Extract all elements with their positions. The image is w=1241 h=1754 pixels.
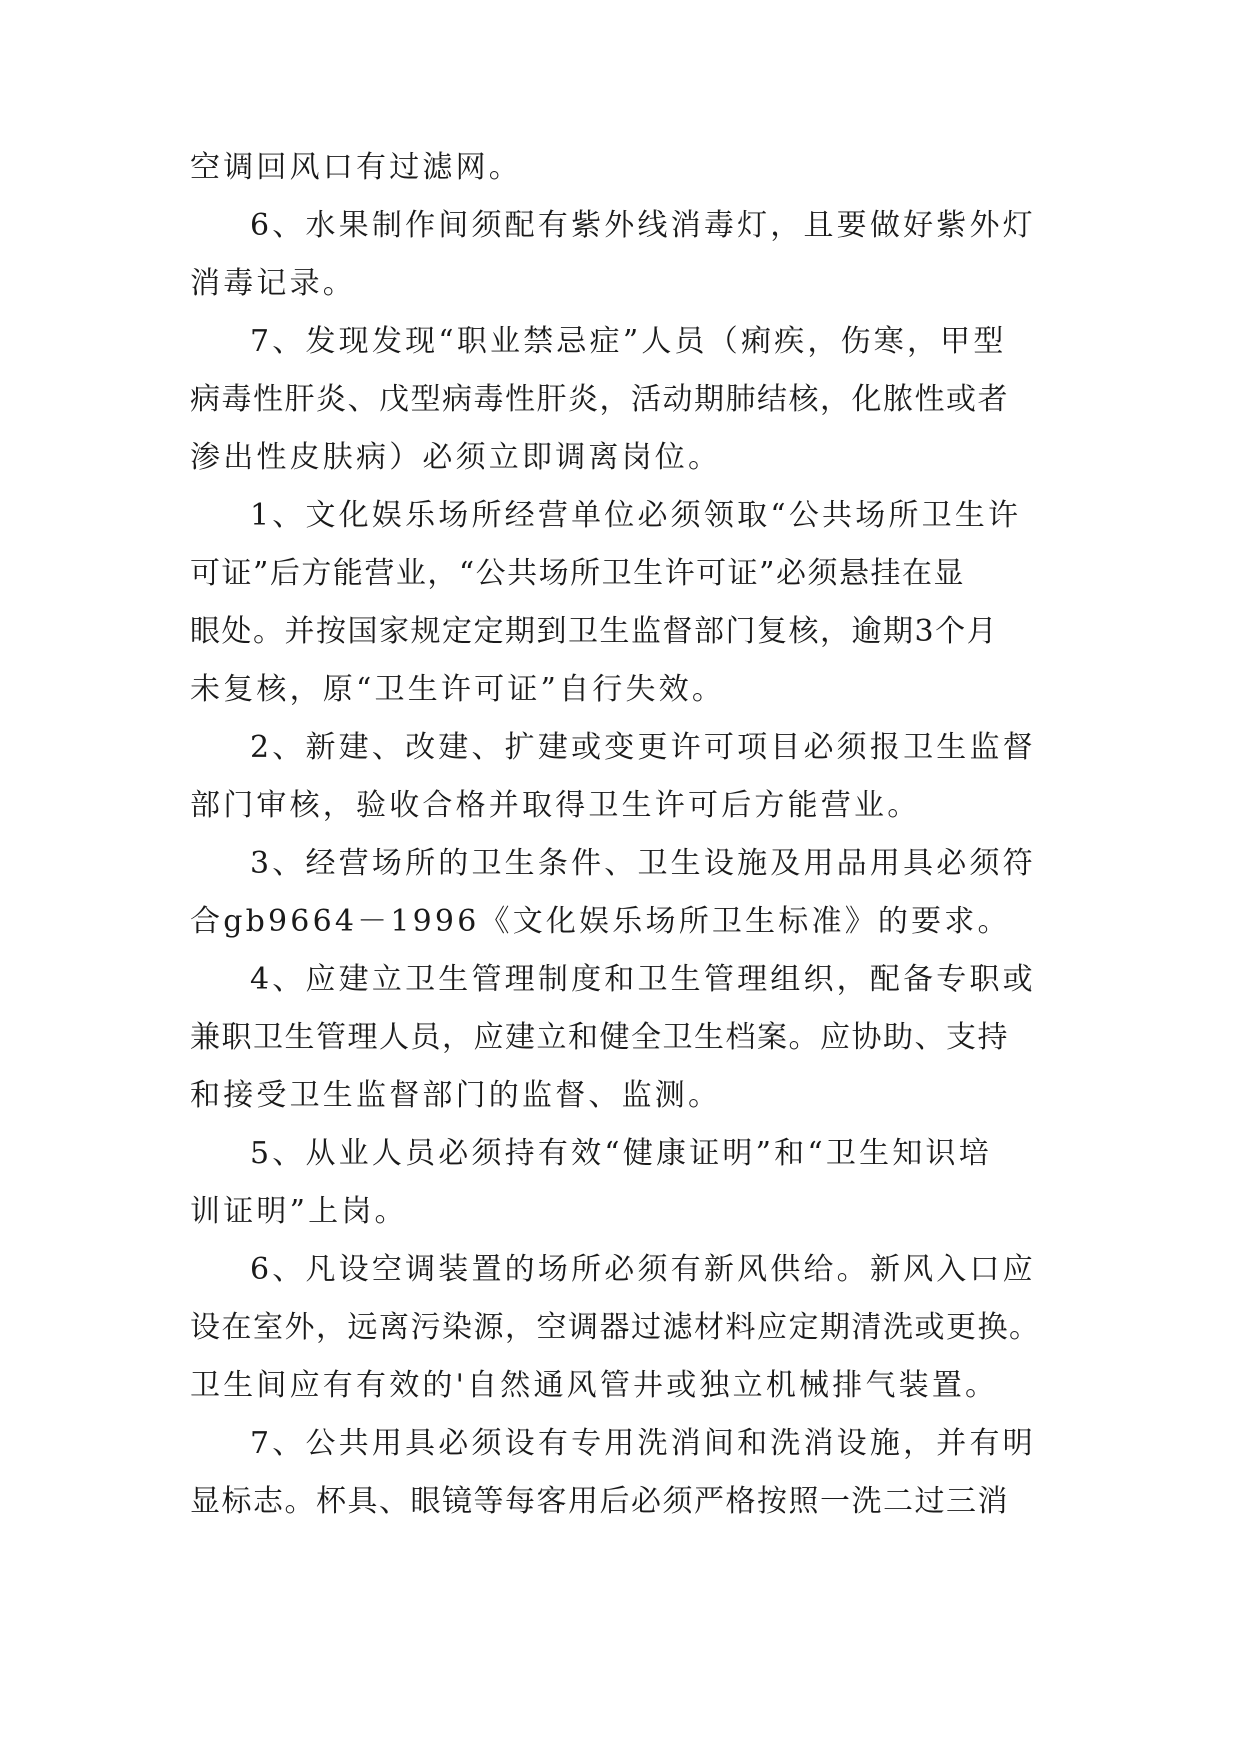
text-line: 渗出性皮肤病）必须立即调离岗位。 xyxy=(190,440,722,475)
text-line: 训证明”上岗。 xyxy=(190,1194,408,1229)
paragraph-start-line: 6、凡设空调装置的场所必须有新风供给。新风入口应 xyxy=(250,1252,1036,1287)
paragraph-start-line: 4、应建立卫生管理制度和卫生管理组织，配备专职或 xyxy=(250,962,1036,997)
paragraph-start-line: 1、文化娱乐场所经营单位必须领取“公共场所卫生许 xyxy=(250,498,1022,533)
text-line: 兼职卫生管理人员，应建立和健全卫生档案。应协助、支持 xyxy=(190,1020,1009,1055)
text-line: 病毒性肝炎、戊型病毒性肝炎，活动期肺结核，化脓性或者 xyxy=(190,382,1009,417)
paragraph-start-line: 7、公共用具必须设有专用洗消间和洗消设施，并有明 xyxy=(250,1426,1036,1461)
paragraph-start-line: 2、新建、改建、扩建或变更许可项目必须报卫生监督 xyxy=(250,730,1036,765)
text-line: 设在室外，远离污染源，空调器过滤材料应定期清洗或更换。 xyxy=(190,1310,1041,1345)
text-line: 空调回风口有过滤网。 xyxy=(190,150,522,185)
text-line: 未复核，原“卫生许可证”自行失效。 xyxy=(190,672,726,707)
text-line: 眼处。并按国家规定定期到卫生监督部门复核，逾期3个月 xyxy=(190,614,999,649)
paragraph-start-line: 6、水果制作间须配有紫外线消毒灯，且要做好紫外灯 xyxy=(250,208,1036,243)
paragraph-start-line: 7、发现发现“职业禁忌症”人员（痢疾，伤寒，甲型 xyxy=(250,324,1007,359)
text-line: 和接受卫生监督部门的监督、监测。 xyxy=(190,1078,722,1113)
text-line: 卫生间应有有效的'自然通风管井或独立机械排气装置。 xyxy=(190,1368,999,1403)
text-line: 消毒记录。 xyxy=(190,266,356,301)
paragraph-start-line: 5、从业人员必须持有效“健康证明”和“卫生知识培 xyxy=(250,1136,992,1171)
text-line: 部门审核，验收合格并取得卫生许可后方能营业。 xyxy=(190,788,921,823)
text-line: 可证”后方能营业，“公共场所卫生许可证”必须悬挂在显 xyxy=(190,556,966,591)
text-line: 合gb9664－1996《文化娱乐场所卫生标准》的要求。 xyxy=(190,904,1011,939)
text-line: 显标志。杯具、眼镜等每客用后必须严格按照一洗二过三消 xyxy=(190,1484,1009,1519)
paragraph-start-line: 3、经营场所的卫生条件、卫生设施及用品用具必须符 xyxy=(250,846,1036,881)
document-body xyxy=(190,148,1052,1540)
